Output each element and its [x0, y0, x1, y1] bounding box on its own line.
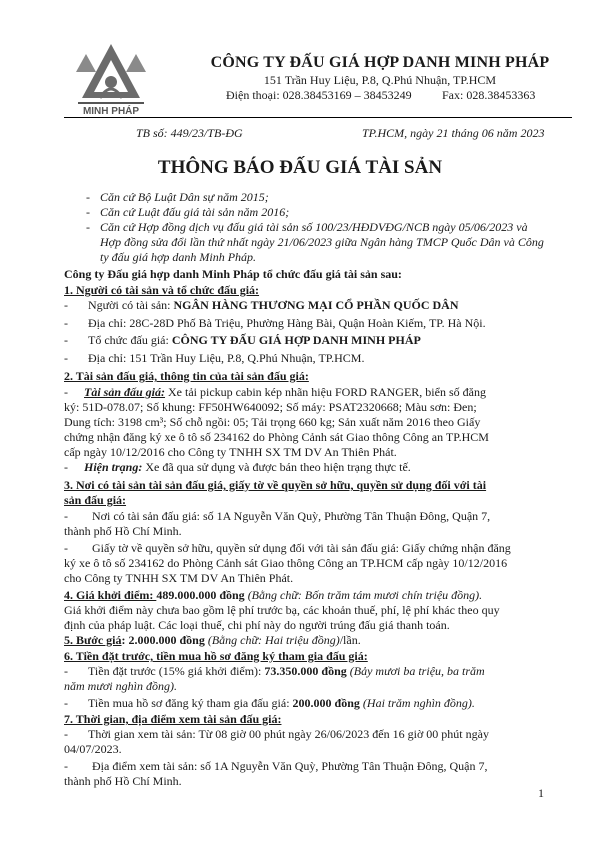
- company-phone: Điện thoại: 028.38453169 – 38453249: [226, 88, 412, 102]
- company-address: 151 Trần Huy Liệu, P.8, Q.Phú Nhuận, TP.HCM: [263, 73, 497, 87]
- bullet-dash: -: [64, 696, 68, 710]
- asset-label: Tài sản đấu giá:: [84, 385, 166, 399]
- deposit-words-cont: năm mươi nghìn đồng).: [64, 679, 177, 693]
- document-title: THÔNG BÁO ĐẤU GIÁ TÀI SẢN: [157, 157, 443, 178]
- owner-label: Người có tài sản:: [88, 298, 174, 312]
- starting-price-line: [64, 588, 574, 603]
- asset-desc-1: Xe tải pickup cabin kép nhãn hiệu FORD RANGER, biển số đăng: [165, 385, 486, 399]
- legal-basis-3: Căn cứ Hợp đồng dịch vụ đấu giá tài sản số 100/23/HĐDVĐG/NCB ngày 05/06/2023 và: [100, 220, 528, 234]
- price-step-line: [64, 633, 574, 648]
- bullet-dash: -: [64, 298, 68, 312]
- fee-value: 200.000 đồng: [292, 696, 360, 710]
- header-divider: [64, 117, 572, 118]
- section-1-heading: [64, 283, 574, 298]
- asset-status: [84, 460, 594, 475]
- bullet-dash: -: [64, 727, 68, 741]
- asset-location-2: thành phố Hồ Chí Minh.: [64, 524, 182, 538]
- fee-line: [88, 696, 598, 711]
- organizer-value: CÔNG TY ĐẤU GIÁ HỢP DANH MINH PHÁP: [171, 333, 421, 347]
- starting-price-note-2: định của pháp luật. Các loại thuế, chi phí này do người trúng đấu giá thanh toán.: [64, 618, 450, 632]
- organizer-label: Tổ chức đấu giá:: [88, 333, 172, 347]
- logo-text: MINH PHÁP: [82, 106, 140, 117]
- company-name: CÔNG TY ĐẤU GIÁ HỢP DANH MINH PHÁP: [210, 54, 550, 71]
- bullet-dash: -: [86, 190, 90, 204]
- asset-desc-2: ký: 51D-078.07; Số khung: FF50HW640092; Số máy: PSAT2320668; Màu sơn: Đen;: [64, 400, 477, 414]
- bullet-dash: -: [86, 220, 90, 234]
- starting-price-note-1: Giá khởi điểm này chưa bao gồm lệ phí trước bạ, các khoản thuế, phí, lệ phí khác theo quy: [64, 603, 500, 617]
- viewing-time-1: Thời gian xem tài sản: Từ 08 giờ 00 phút ngày 26/06/2023 đến 16 giờ 00 phút ngày: [88, 727, 489, 741]
- organizer-line: [88, 333, 598, 348]
- asset-desc-3: Dung tích: 3198 cm³; Số chỗ ngồi: 05; Tải trọng 660 kg; Sản xuất năm 2016 theo Giấy: [64, 415, 481, 429]
- section-2-title: 2. Tài sản đấu giá, thông tin của tài sản đấu giá:: [64, 369, 309, 383]
- legal-basis-3-cont: Hợp đồng sửa đổi lần thứ nhất ngày 21/06/2023 giữa Ngân hàng TMCP Quốc Dân và Công: [100, 235, 544, 249]
- deposit-words: (Bảy mươi ba triệu, ba trăm: [346, 664, 485, 678]
- organizer-address: Địa chỉ: 151 Trần Huy Liệu, P.8, Q.Phú Nhuận, TP.HCM.: [88, 351, 365, 365]
- asset-desc-4: chứng nhận đăng ký xe ô tô số 234162 do Phòng Cảnh sát Giao thông Công an TP.HCM: [64, 430, 489, 444]
- deposit-text: Tiền đặt trước (15% giá khởi điểm):: [88, 664, 265, 678]
- company-fax: Fax: 028.38453363: [442, 88, 536, 102]
- section-3-title: 3. Nơi có tài sản tài sản đấu giá, giấy tờ về quyền sở hữu, quyền sử dụng đối với tài: [64, 478, 487, 492]
- bullet-dash: -: [64, 351, 68, 365]
- status-label: Hiện trạng:: [84, 460, 143, 474]
- legal-basis-3-end: ty đấu giá hợp danh Minh Pháp.: [100, 250, 257, 264]
- reference-number: TB số: 449/23/TB-ĐG: [136, 126, 243, 140]
- price-step-suffix: /lần.: [339, 633, 361, 647]
- bullet-dash: -: [64, 664, 68, 678]
- intro-text: Công ty Đấu giá hợp danh Minh Pháp tổ chức đấu giá tài sản sau:: [64, 267, 402, 281]
- viewing-place-2: thành phố Hồ Chí Minh.: [64, 774, 182, 788]
- ownership-docs-3: cho Công ty TNHH SX TM DV An Thiên Phát.: [64, 571, 294, 585]
- legal-basis-2: Căn cứ Luật đấu giá tài sản năm 2016;: [100, 205, 290, 219]
- section-6-title: 6. Tiền đặt trước, tiền mua hồ sơ đăng ký tham gia đấu giá:: [64, 649, 368, 663]
- viewing-place-1: Địa điểm xem tài sản: số 1A Nguyễn Văn Quỳ, Phường Tân Thuận Đông, Quận 7,: [92, 759, 488, 773]
- price-step-words: (Bằng chữ: Hai triệu đồng): [204, 633, 340, 647]
- asset-desc-5: cấp ngày 10/12/2016 cho Công ty TNHH SX TM DV An Thiên Phát.: [64, 445, 397, 459]
- status-value: Xe đã qua sử dụng và được bán theo hiện trạng thực tế.: [142, 460, 411, 474]
- section-3-title-cont: sản đấu giá:: [64, 493, 127, 507]
- asset-line-1: [84, 385, 594, 400]
- viewing-time-2: 04/07/2023.: [64, 742, 122, 756]
- price-step-label: 5. Bước giá: [64, 633, 122, 647]
- starting-price-label: 4. Giá khởi điểm:: [64, 588, 157, 602]
- section-7-title: 7. Thời gian, địa điểm xem tài sản đấu giá:: [64, 712, 282, 726]
- starting-price-words: (Bằng chữ: Bốn trăm tám mươi chín triệu đồng).: [244, 588, 483, 602]
- bullet-dash: -: [64, 460, 68, 474]
- bullet-dash: -: [64, 316, 68, 330]
- fee-text: Tiền mua hồ sơ đăng ký tham gia đấu giá:: [88, 696, 293, 710]
- bullet-dash: -: [64, 541, 68, 555]
- owner-value: NGÂN HÀNG THƯƠNG MẠI CỔ PHẦN QUỐC DÂN: [173, 298, 459, 312]
- fee-words: (Hai trăm nghìn đồng).: [359, 696, 475, 710]
- bullet-dash: -: [64, 385, 68, 399]
- owner-line: [88, 298, 598, 313]
- starting-price-value: 489.000.000 đồng: [156, 588, 245, 602]
- price-step-value: : 2.000.000 đồng: [121, 633, 205, 647]
- bullet-dash: -: [64, 759, 68, 773]
- owner-address: Địa chỉ: 28C-28D Phố Bà Triệu, Phường Hàng Bài, Quận Hoàn Kiếm, TP. Hà Nội.: [88, 316, 486, 330]
- ownership-docs-2: ký xe ô tô số 234162 do Phòng Cảnh sát Giao thông Công an TP.HCM cấp ngày 10/12/2016: [64, 556, 508, 570]
- asset-location-1: Nơi có tài sản đấu giá: số 1A Nguyễn Văn Quỳ, Phường Tân Thuận Đông, Quận 7,: [92, 509, 491, 523]
- bullet-dash: -: [64, 509, 68, 523]
- document-date: TP.HCM, ngày 21 tháng 06 năm 2023: [362, 126, 545, 140]
- bullet-dash: -: [86, 205, 90, 219]
- page-number: 1: [538, 786, 544, 800]
- ownership-docs-1: Giấy tờ về quyền sở hữu, quyền sử dụng đối với tài sản đấu giá: Giấy chứng nhận đăng: [92, 541, 511, 555]
- legal-basis-1: Căn cứ Bộ Luật Dân sự năm 2015;: [100, 190, 269, 204]
- bullet-dash: -: [64, 333, 68, 347]
- section-1-title: 1. Người có tài sản và tổ chức đấu giá:: [64, 283, 260, 297]
- deposit-value: 73.350.000 đồng: [264, 664, 347, 678]
- deposit-line: [88, 664, 598, 679]
